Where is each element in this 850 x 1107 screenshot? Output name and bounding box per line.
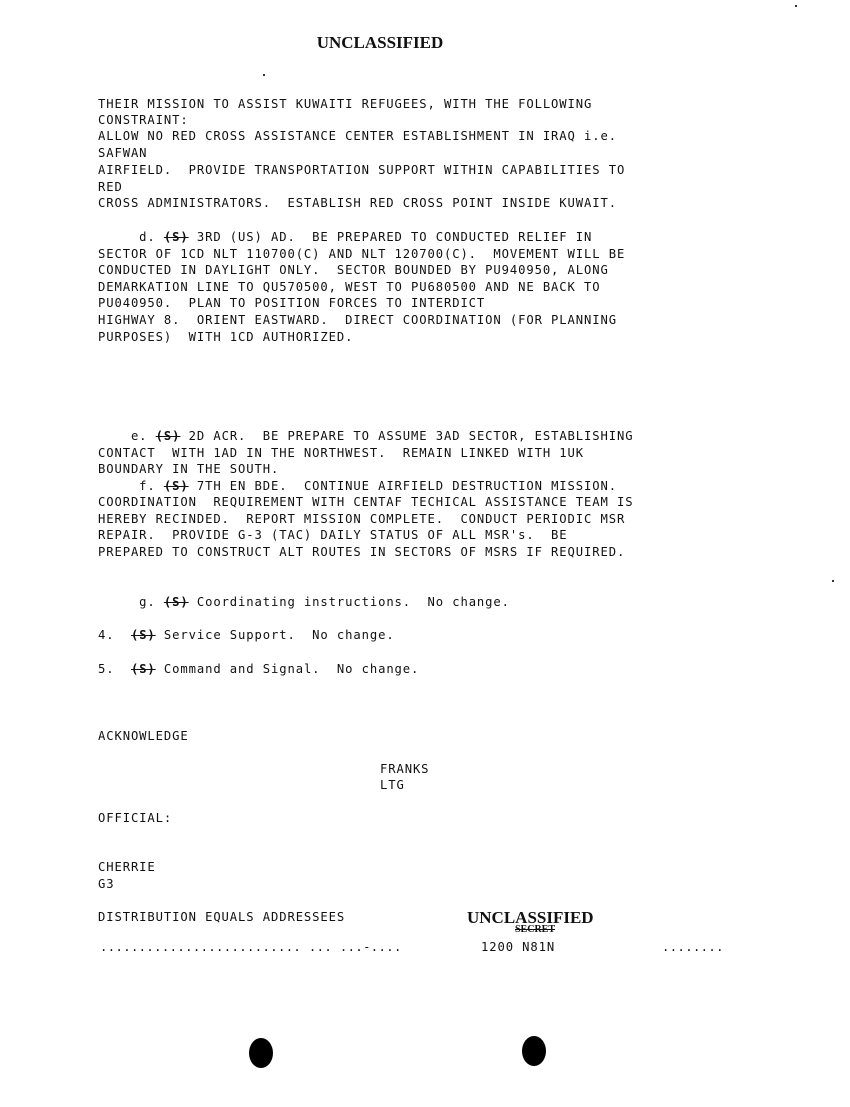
para-5-text: Command and Signal. No change.: [155, 662, 420, 676]
para-g-class-mark: (S): [163, 595, 189, 609]
mission-line: AIRFIELD. PROVIDE TRANSPORTATION SUPPORT WITHIN CAPABILITIES TO: [98, 163, 626, 177]
para-d-text: 3RD (US) AD. BE PREPARED TO CONDUCTED RELIEF IN: [188, 230, 593, 244]
para-g-line: [98, 594, 510, 610]
para-4-line: [98, 627, 395, 643]
para-e-line: BOUNDARY IN THE SOUTH.: [98, 462, 280, 476]
para-4-class-mark: (S): [130, 628, 156, 642]
para-e-line: CONTACT WITH 1AD IN THE NORTHWEST. REMAIN LINKED WITH 1UK: [98, 446, 585, 460]
para-g-prefix: g.: [98, 595, 164, 609]
dtg-dots-right: ........: [662, 940, 724, 954]
punch-hole-left: [249, 1038, 273, 1068]
scan-speck: [263, 74, 265, 76]
para-f-line: HEREBY RECINDED. REPORT MISSION COMPLETE. CONDUCT PERIODIC MSR: [98, 512, 626, 526]
para-4-prefix: 4.: [98, 628, 131, 642]
para-g-text: Coordinating instructions. No change.: [188, 595, 510, 609]
para-5-class-mark: (S): [130, 662, 156, 676]
distribution-line: DISTRIBUTION EQUALS ADDRESSEES: [98, 910, 346, 924]
para-5-prefix: 5.: [98, 662, 131, 676]
para-d-line: HIGHWAY 8. ORIENT EASTWARD. DIRECT COORDINATION (FOR PLANNING: [98, 313, 617, 327]
para-e-class-mark: (S): [155, 429, 181, 443]
para-d-line: PU040950. PLAN TO POSITION FORCES TO INTERDICT: [98, 296, 486, 310]
mission-line: RED: [98, 180, 123, 194]
para-f-line: PREPARED TO CONSTRUCT ALT ROUTES IN SECTORS OF MSRS IF REQUIRED.: [98, 545, 626, 559]
dtg-line: 1200 N81N: [481, 940, 556, 954]
signature-rank: LTG: [380, 778, 405, 792]
para-f-line: REPAIR. PROVIDE G-3 (TAC) DAILY STATUS OF ALL MSR's. BE: [98, 528, 568, 542]
signature-name: FRANKS: [380, 762, 430, 776]
para-e-first-line: [98, 428, 633, 444]
para-e-text: 2D ACR. BE PREPARE TO ASSUME 3AD SECTOR, ESTABLISHING: [180, 429, 634, 443]
para-d-class-mark: (S): [163, 230, 189, 244]
scan-speck: [795, 5, 797, 7]
para-d-line: PURPOSES) WITH 1CD AUTHORIZED.: [98, 330, 354, 344]
para-f-first-line: [98, 478, 617, 494]
para-f-line: COORDINATION REQUIREMENT WITH CENTAF TECHICAL ASSISTANCE TEAM IS: [98, 495, 634, 509]
mission-line: SAFWAN: [98, 146, 148, 160]
punch-hole-right: [522, 1036, 546, 1066]
footer-struck-marking: SECRET: [515, 924, 556, 935]
para-d-first-line: [98, 229, 592, 245]
official-office: G3: [98, 877, 115, 891]
para-e-prefix: e.: [98, 429, 156, 443]
para-d-prefix: d.: [98, 230, 164, 244]
para-4-text: Service Support. No change.: [155, 628, 395, 642]
para-d-line: CONDUCTED IN DAYLIGHT ONLY. SECTOR BOUNDED BY PU940950, ALONG: [98, 263, 609, 277]
footer-classification: UNCLASSIFIED: [467, 908, 594, 927]
para-f-text: 7TH EN BDE. CONTINUE AIRFIELD DESTRUCTION MISSION.: [188, 479, 617, 493]
para-f-prefix: f.: [98, 479, 164, 493]
para-f-class-mark: (S): [163, 479, 189, 493]
mission-line: ALLOW NO RED CROSS ASSISTANCE CENTER ESTABLISHMENT IN IRAQ i.e.: [98, 129, 617, 143]
classification-header: UNCLASSIFIED: [316, 33, 444, 52]
mission-line: CONSTRAINT:: [98, 113, 189, 127]
mission-line: THEIR MISSION TO ASSIST KUWAITI REFUGEES, WITH THE FOLLOWING: [98, 97, 593, 111]
para-d-line: SECTOR OF 1CD NLT 110700(C) AND NLT 120700(C). MOVEMENT WILL BE: [98, 247, 626, 261]
para-d-line: DEMARKATION LINE TO QU570500, WEST TO PU680500 AND NE BACK TO: [98, 280, 601, 294]
acknowledge-line: ACKNOWLEDGE: [98, 729, 189, 743]
mission-line: CROSS ADMINISTRATORS. ESTABLISH RED CROSS POINT INSIDE KUWAIT.: [98, 196, 617, 210]
official-name: CHERRIE: [98, 860, 156, 874]
official-label: OFFICIAL:: [98, 811, 173, 825]
dtg-dots-left: .......................... ... ...-....: [100, 940, 402, 954]
scan-speck: [832, 580, 834, 582]
para-5-line: [98, 661, 419, 677]
